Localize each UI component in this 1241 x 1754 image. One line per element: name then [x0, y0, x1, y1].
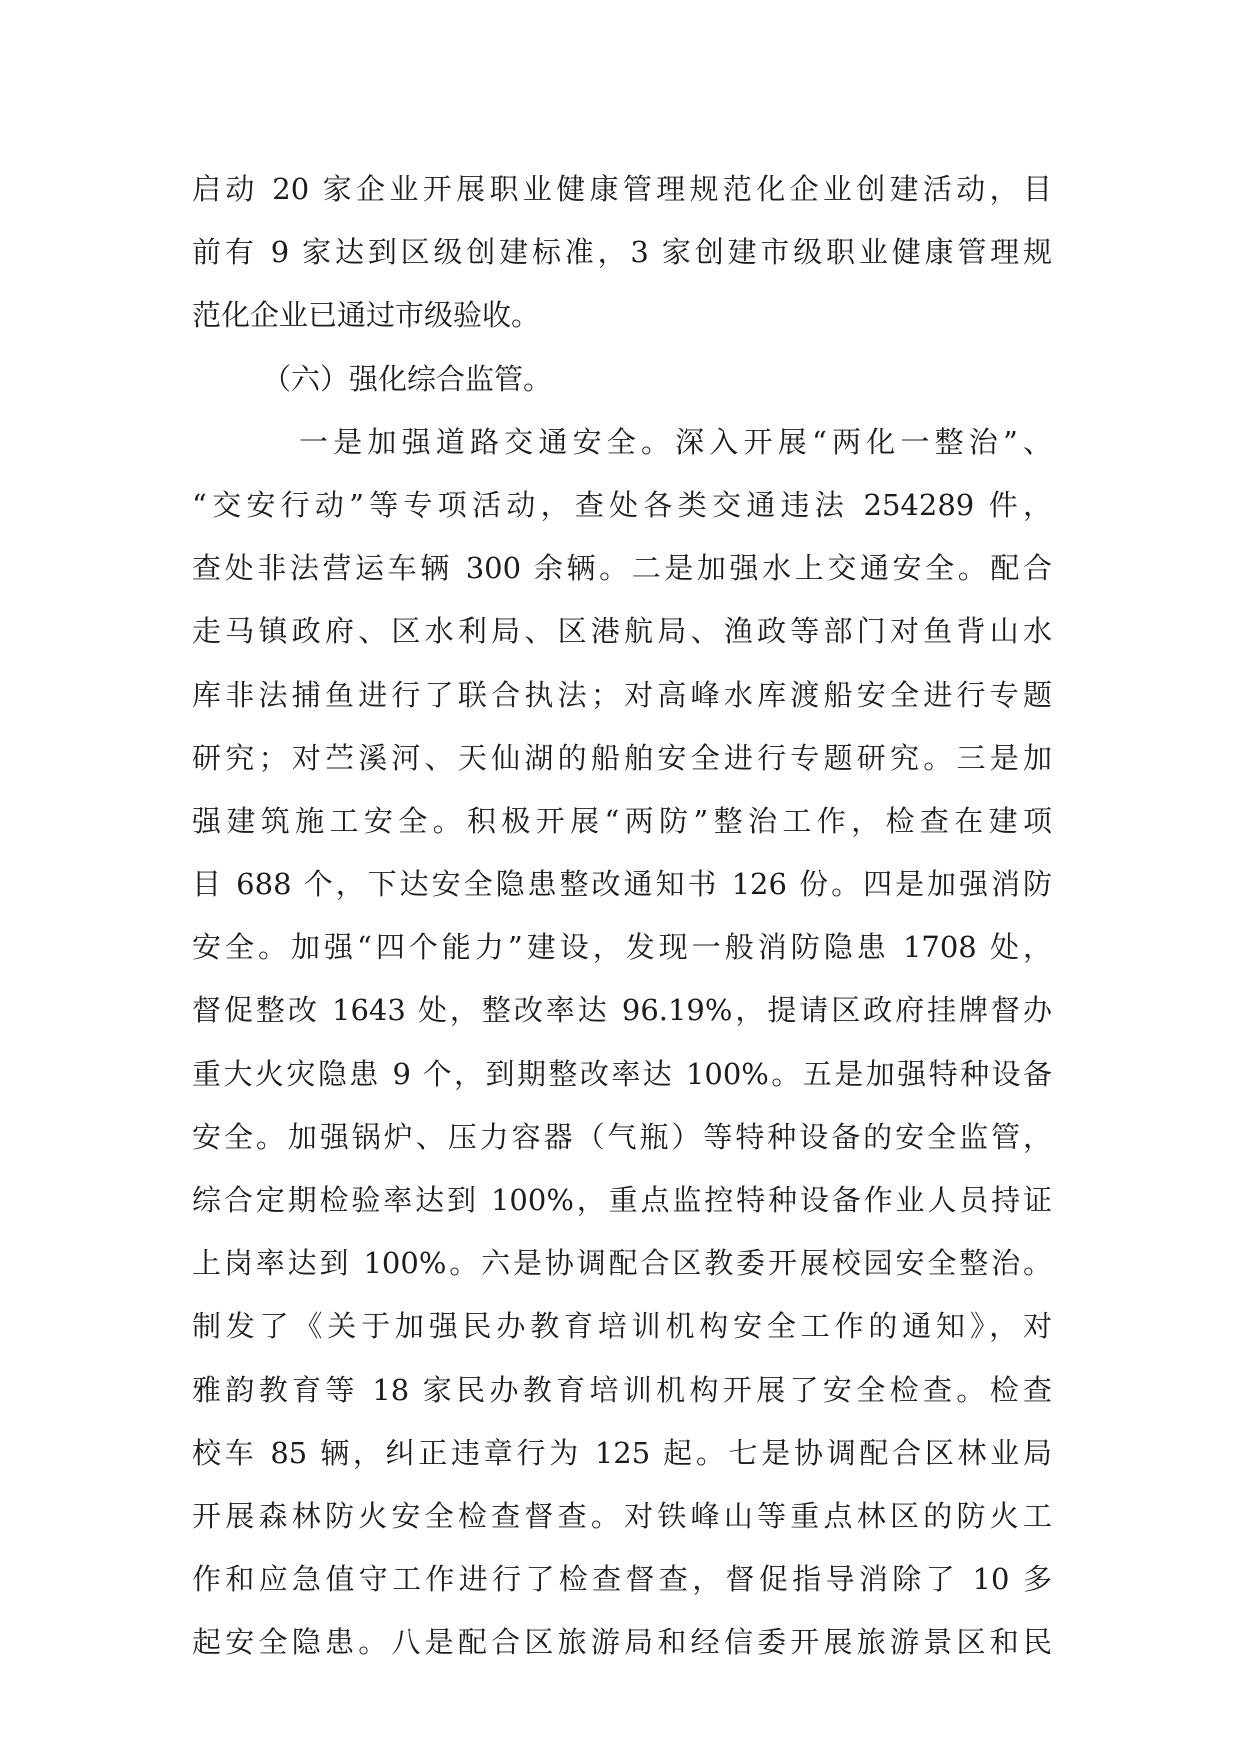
text-line: 目 688 个，下达安全隐患整改通知书 126 份。四是加强消防 — [192, 867, 1052, 902]
text-line: 一是加强道路交通安全。深入开展“两化一整治”、 — [299, 424, 1052, 459]
text-line: 库非法捕鱼进行了联合执法；对高峰水库渡船安全进行专题 — [192, 677, 1052, 712]
text-line: 起安全隐患。八是配合区旅游局和经信委开展旅游景区和民 — [192, 1625, 1052, 1660]
text-line: 启动 20 家企业开展职业健康管理规范化企业创建活动，目 — [192, 172, 1052, 206]
text-line: 作和应急值守工作进行了检查督查，督促指导消除了 10 多 — [192, 1562, 1052, 1597]
document-body — [192, 158, 1052, 1675]
text-line: 安全。加强“四个能力”建设，发现一般消防隐患 1708 处， — [192, 930, 1052, 965]
text-line: 综合定期检验率达到 100%，重点监控特种设备作业人员持证 — [192, 1183, 1052, 1217]
text-line: 重大火灾隐患 9 个，到期整改率达 100%。五是加强特种设备 — [192, 1056, 1052, 1091]
text-line: 研究；对苎溪河、天仙湖的船舶安全进行专题研究。三是加 — [192, 740, 1052, 775]
text-line: 查处非法营运车辆 300 余辆。二是加强水上交通安全。配合 — [192, 551, 1052, 586]
text-line: “交安行动”等专项活动，查处各类交通违法 254289 件， — [192, 487, 1052, 522]
text-line: 范化企业已通过市级验收。 — [192, 298, 541, 333]
text-line: 督促整改 1643 处，整改率达 96.19%，提请区政府挂牌督办 — [192, 993, 1052, 1028]
text-line: 安全。加强锅炉、压力容器（气瓶）等特种设备的安全监管， — [192, 1119, 1052, 1154]
text-line: 雅韵教育等 18 家民办教育培训机构开展了安全检查。检查 — [192, 1372, 1052, 1407]
text-line: 强建筑施工安全。积极开展“两防”整治工作，检查在建项 — [192, 803, 1052, 838]
text-line: 开展森林防火安全检查督查。对铁峰山等重点林区的防火工 — [192, 1498, 1052, 1533]
text-line: 制发了《关于加强民办教育培训机构安全工作的通知》，对 — [192, 1309, 1052, 1344]
section-heading: （六）强化综合监管。 — [262, 361, 553, 396]
text-line: 校车 85 辆，纠正违章行为 125 起。七是协调配合区林业局 — [192, 1435, 1052, 1470]
text-line: 走马镇政府、区水利局、区港航局、渔政等部门对鱼背山水 — [192, 614, 1052, 649]
text-line: 上岗率达到 100%。六是协调配合区教委开展校园安全整治。 — [192, 1246, 1052, 1281]
text-line: 前有 9 家达到区级创建标准，3 家创建市级职业健康管理规 — [192, 235, 1052, 270]
